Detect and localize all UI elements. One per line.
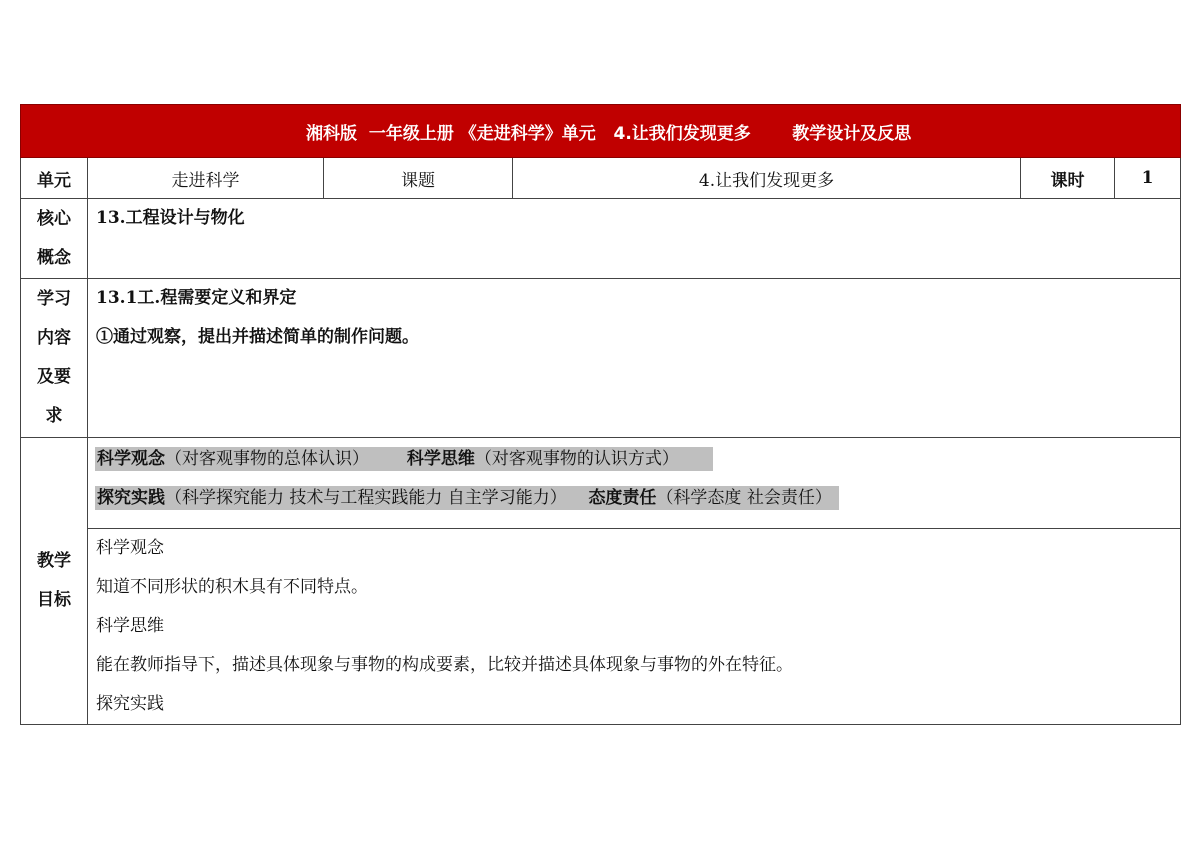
category-highlight: 探究实践（科学探究能力 技术与工程实践能力 自主学习能力） 态度责任（科学态度 社会责任） (95, 486, 839, 510)
learning-label: 学习 内容 及要 求 (21, 279, 88, 438)
document-title: 湘科版 一年级上册 《走进科学》单元 4.让我们发现更多 教学设计及反思 (306, 123, 912, 144)
learning-line: ①通过观察，提出并描述简单的制作问题。 (96, 327, 419, 347)
objective-details-cell (88, 529, 1181, 725)
lesson-plan-table (20, 104, 1181, 725)
title-banner (21, 105, 1181, 158)
objective-line: 知道不同形状的积木具有不同特点。 (96, 577, 368, 597)
objectives-label: 教学 目标 (21, 438, 88, 725)
objective-line: 科学观念 (96, 538, 164, 558)
lesson-plan-sheet (20, 104, 1180, 725)
unit-value: 走进科学 (88, 158, 324, 199)
topic-label: 课题 (324, 158, 513, 199)
objective-line: 能在教师指导下，描述具体现象与事物的构成要素，比较并描述具体现象与事物的外在特征。 (96, 655, 793, 675)
core-concept-cell (88, 199, 1181, 279)
unit-label: 单元 (21, 158, 88, 199)
category-line (95, 479, 1173, 518)
topic-value: 4.让我们发现更多 (513, 158, 1021, 199)
core-concept-value: 13.工程设计与物化 (96, 208, 245, 228)
period-value: 1 (1115, 158, 1181, 199)
learning-line: 13.1工.程需要定义和界定 (96, 288, 297, 308)
objective-line: 探究实践 (96, 694, 164, 714)
objective-categories-cell (88, 438, 1181, 529)
category-line (95, 440, 1173, 479)
period-label: 课时 (1021, 158, 1115, 199)
category-highlight: 科学观念（对客观事物的总体认识） 科学思维（对客观事物的认识方式） (95, 447, 713, 471)
core-concept-label: 核心 概念 (21, 199, 88, 279)
objective-line: 科学思维 (96, 616, 164, 636)
learning-cell (88, 279, 1181, 438)
